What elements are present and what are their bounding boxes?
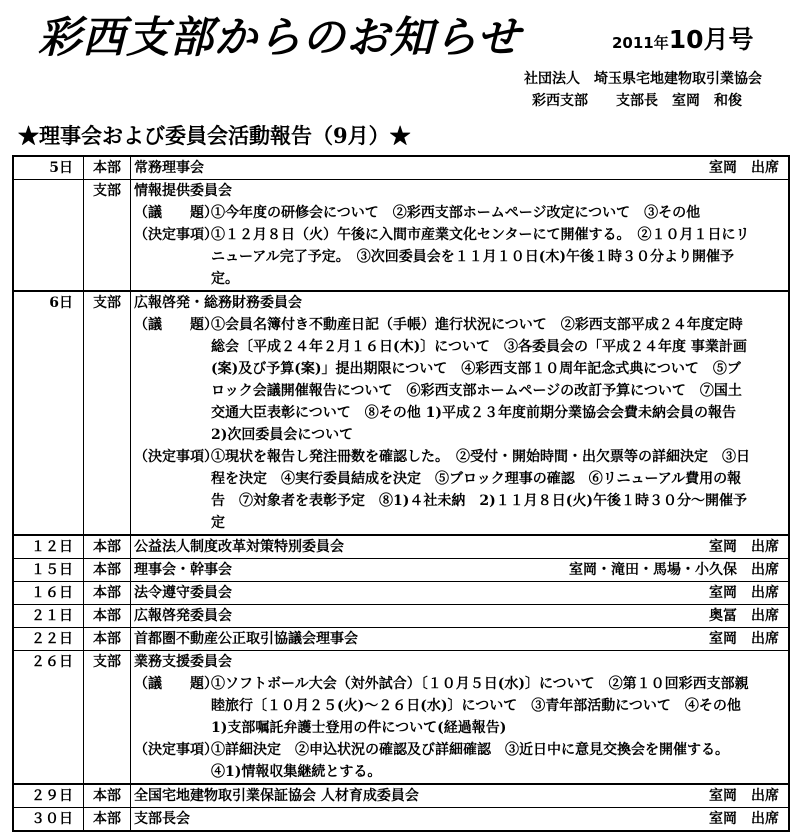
agenda-text: ①ソフトボール大会（対外試合）〔１０月５日(水)〕について ②第１０回彩西支部親睦旅行〔１０月２５(火)～２６日(水)〕について ③青年部活動について ④その他 1)支部嘱託弁護士登用の件について(経過報告) [211, 676, 755, 736]
day-cell: ２６日 [13, 651, 84, 785]
branch-cell: 本部 [84, 605, 131, 628]
event-name: 理事会・幹事会 [134, 562, 232, 578]
branch-cell: 本部 [84, 808, 131, 832]
day-cell: ２２日 [13, 628, 84, 651]
event-cell [131, 628, 790, 651]
agenda-label: （議 題） [134, 676, 218, 692]
agenda-text: ①会員名簿付き不動産日記（手帳）進行状況について ②彩西支部平成２４年度定時総会〔平成２４年２月１６日(木)〕について ③各委員会の「平成２４年度 事業計画(案)及び予算(案)」提出期限について ④彩西支部１０周年記念式典について ⑤ブロック会議開催報告について ⑥彩西支部ホームページの改訂予算について ⑦国土交通大臣表彰について ⑧その他 1)平成２３年度前期分業協会会費未納会員の報告 2)次回委員会について [211, 317, 750, 443]
branch-cell: 支部 [84, 651, 131, 785]
newsletter-title: 彩西支部からのお知らせ [38, 13, 521, 63]
event-cell [131, 651, 790, 785]
event-name: 広報啓発・総務財務委員会 [134, 295, 302, 311]
attendance: 奥冨 出席 [709, 608, 779, 624]
day-cell: １５日 [13, 559, 84, 582]
issue-label [612, 20, 754, 56]
agenda-label: （議 題） [134, 317, 218, 333]
issue-month: 10月号 [668, 25, 754, 54]
event-name: 首都圏不動産公正取引協議会理事会 [134, 631, 358, 647]
table-row [13, 156, 789, 180]
table-row [13, 605, 789, 628]
branch-cell: 本部 [84, 559, 131, 582]
agenda-label: （議 題） [134, 205, 218, 221]
attendance: 室岡 出席 [709, 160, 779, 176]
day-cell: ２９日 [13, 784, 84, 808]
section-title: ★理事会および委員会活動報告（9月）★ [18, 123, 411, 148]
branch-cell: 支部 [84, 180, 131, 292]
day-cell [13, 180, 84, 292]
attendance: 室岡 出席 [709, 811, 779, 827]
day-cell: １２日 [13, 535, 84, 559]
event-name: 常務理事会 [134, 160, 204, 176]
branch-cell: 支部 [84, 291, 131, 535]
day-cell: １６日 [13, 582, 84, 605]
table-row [13, 582, 789, 605]
branch-cell: 本部 [84, 535, 131, 559]
table-row [13, 535, 789, 559]
event-cell [131, 180, 790, 292]
agenda-text: ①今年度の研修会について ②彩西支部ホームページ改定について ③その他 [211, 205, 701, 221]
decision-label: （決定事項） [134, 449, 218, 465]
decision-label: （決定事項） [134, 742, 218, 758]
event-name: 情報提供委員会 [134, 183, 232, 199]
day-cell: 6日 [13, 291, 84, 535]
decision-text: ①現状を報告し発注冊数を確認した。 ②受付・開始時間・出欠票等の詳細決定 ③日程を決定 ④実行委員結成を決定 ⑤ブロック理事の確認 ⑥リニューアル費用の報告 ⑦対象者を表彰予定 ⑧1)４社未納 2)１１月８日(火)午後１時３０分～開催予定 [211, 449, 750, 531]
attendance: 室岡 出席 [709, 788, 779, 804]
event-cell [131, 291, 790, 535]
day-cell: ２１日 [13, 605, 84, 628]
event-name: 公益法人制度改革対策特別委員会 [134, 539, 344, 555]
branch-cell: 本部 [84, 156, 131, 180]
branch-cell: 本部 [84, 628, 131, 651]
table-row [13, 559, 789, 582]
branch-chief: 彩西支部 支部長 室岡 和俊 [532, 93, 742, 109]
table-row [13, 628, 789, 651]
decision-text: ①詳細決定 ②申込状況の確認及び詳細確認 ③近日中に意見交換会を開催する。 ④1)情報収集継続とする。 [211, 742, 736, 780]
branch-cell: 本部 [84, 784, 131, 808]
day-cell: ３０日 [13, 808, 84, 832]
branch-cell: 本部 [84, 582, 131, 605]
table-row [13, 651, 789, 785]
issue-year: 2011年 [612, 34, 669, 52]
event-cell [131, 784, 790, 808]
decision-text: ①１２月８日（火）午後に入間市産業文化センターにて開催する。 ②１０月１日にリニューアル完了予定。 ③次回委員会を１１月１０日(木)午後１時３０分より開催予定。 [211, 227, 750, 287]
activity-table [12, 155, 790, 832]
event-cell [131, 156, 790, 180]
event-name: 業務支援委員会 [134, 654, 232, 670]
event-name: 全国宅地建物取引業保証協会 人材育成委員会 [134, 788, 419, 804]
org-name: 社団法人 埼玉県宅地建物取引業協会 [524, 71, 762, 87]
attendance: 室岡 出席 [709, 585, 779, 601]
event-cell [131, 535, 790, 559]
table-row [13, 784, 789, 808]
event-name: 広報啓発委員会 [134, 608, 232, 624]
event-cell [131, 605, 790, 628]
attendance: 室岡・滝田・馬場・小久保 出席 [569, 562, 779, 578]
attendance: 室岡 出席 [709, 631, 779, 647]
event-cell [131, 582, 790, 605]
event-name: 法令遵守委員会 [134, 585, 232, 601]
event-name: 支部長会 [134, 811, 190, 827]
event-cell [131, 559, 790, 582]
table-row [13, 291, 789, 535]
table-row [13, 808, 789, 832]
event-cell [131, 808, 790, 832]
table-row [13, 180, 789, 292]
decision-label: （決定事項） [134, 227, 218, 243]
attendance: 室岡 出席 [709, 539, 779, 555]
day-cell: 5日 [13, 156, 84, 180]
